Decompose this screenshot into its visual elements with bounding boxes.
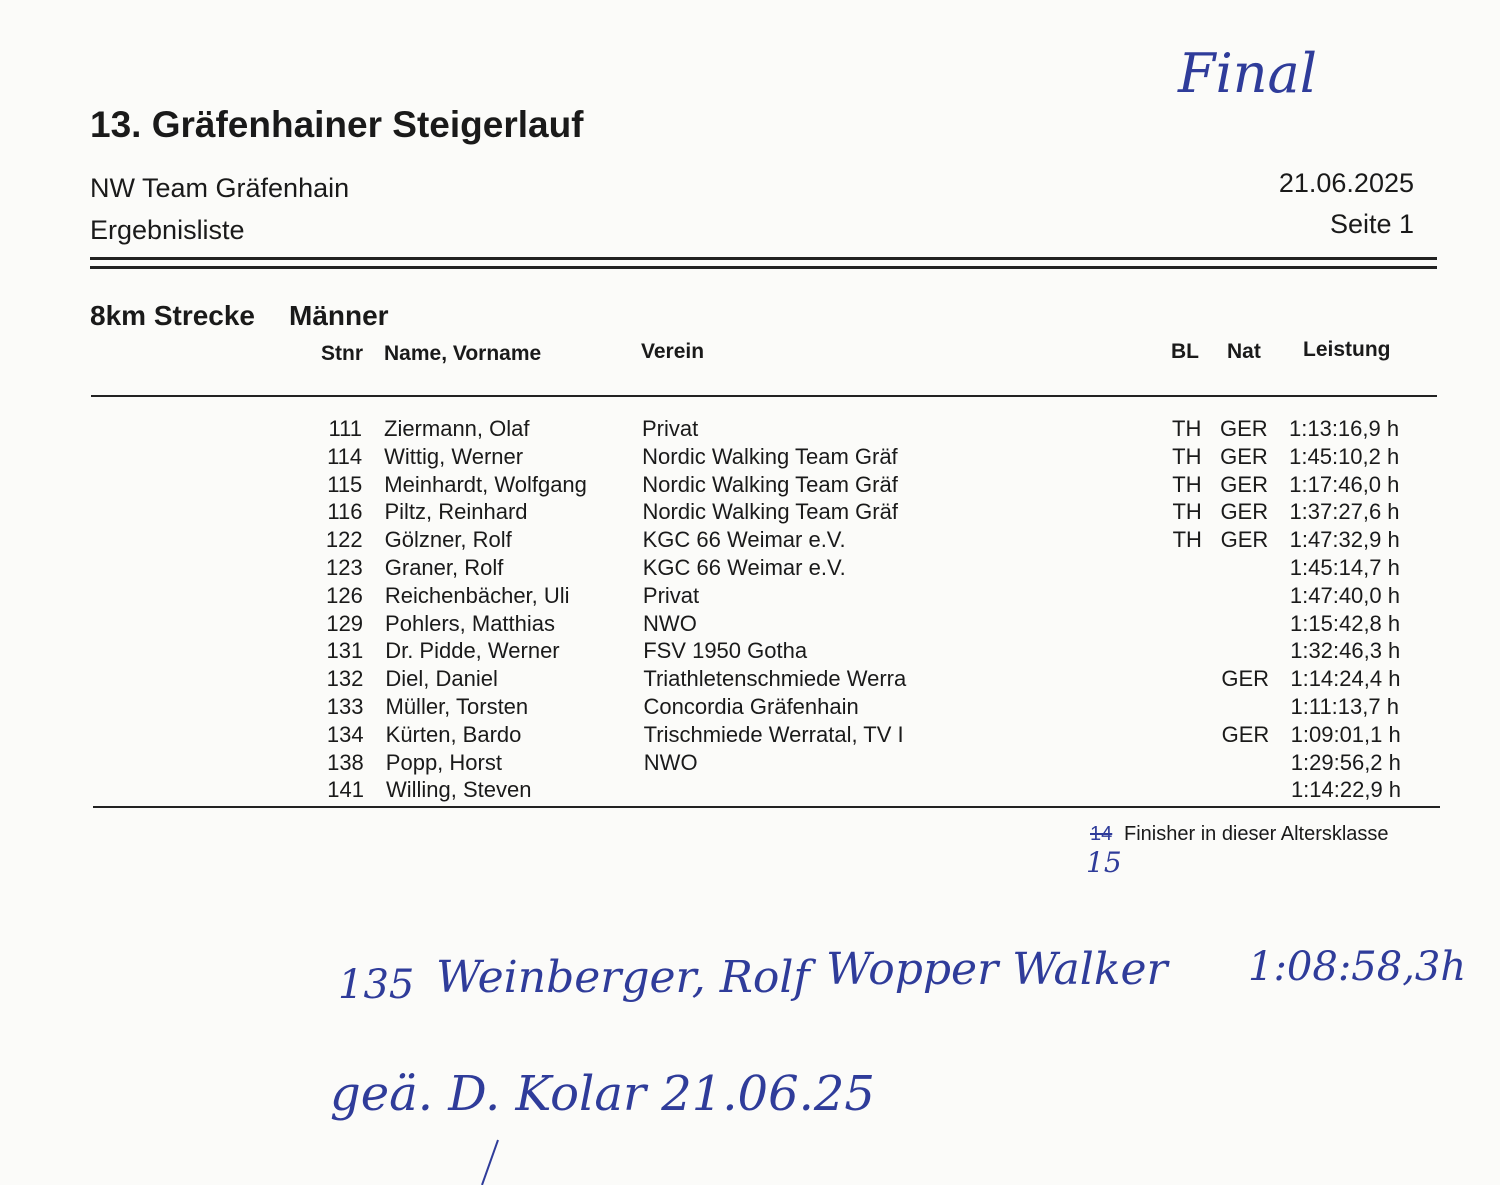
cell-stnr: 123 <box>326 555 363 580</box>
column-header-nat: Nat <box>1227 340 1261 363</box>
cell-time: 1:45:14,7 h <box>1289 555 1400 580</box>
cell-club: NWO <box>643 749 698 775</box>
cell-nat: GER <box>1220 527 1269 553</box>
cell-time: 1:09:01,1 h <box>1290 721 1401 747</box>
cell-name: Piltz, Reinhard <box>384 499 528 525</box>
cell-stnr: 141 <box>327 777 364 803</box>
cell-name: Meinhardt, Wolfgang <box>384 471 587 497</box>
cell-club: Nordic Walking Team Gräf <box>642 471 898 497</box>
cell-stnr: 134 <box>326 721 364 747</box>
cell-club: KGC 66 Weimar e.V. <box>642 555 846 580</box>
cell-stnr: 111 <box>328 416 362 441</box>
cell-stnr: 122 <box>325 527 363 553</box>
finisher-count-struck: 14 <box>1090 823 1113 845</box>
cell-name: Kürten, Bardo <box>385 721 522 747</box>
cell-stnr: 129 <box>326 610 364 636</box>
cell-name: Reichenbächer, Uli <box>384 582 570 608</box>
cell-nat: GER <box>1220 443 1268 469</box>
finisher-count-corrected: 15 <box>1086 846 1122 879</box>
cell-name: Graner, Rolf <box>384 555 504 580</box>
handwritten-correction-note: geä. D. Kolar 21.06.25 <box>330 1066 875 1122</box>
table-row <box>0 583 1500 611</box>
cell-name: Gölzner, Rolf <box>384 527 512 553</box>
handwritten-stnr: 135 <box>338 962 415 1008</box>
cell-club: Trischmiede Werratal, TV I <box>643 721 904 747</box>
cell-time: 1:14:22,9 h <box>1290 777 1402 803</box>
table-header-rule <box>91 395 1437 397</box>
cell-stnr: 114 <box>327 443 363 469</box>
table-row <box>0 444 1500 472</box>
cell-nat: GER <box>1221 721 1270 747</box>
header-rule-bottom <box>90 266 1437 269</box>
cell-stnr: 116 <box>327 499 363 525</box>
column-header-name: Name, Vorname <box>384 342 542 365</box>
handwritten-time: 1:08:58,3h <box>1248 944 1467 990</box>
cell-club: Privat <box>642 582 700 608</box>
race-category: 8km Strecke <box>90 300 256 331</box>
gender-class: Männer <box>289 300 389 331</box>
cell-bl: TH <box>1172 527 1202 553</box>
table-row <box>0 416 1500 444</box>
table-row <box>0 638 1500 666</box>
cell-bl: TH <box>1172 416 1202 441</box>
column-header-stnr: Stnr <box>321 342 363 365</box>
column-header-club: Verein <box>641 340 705 363</box>
cell-stnr: 133 <box>326 694 364 719</box>
cell-bl: TH <box>1172 471 1202 497</box>
cell-club: Concordia Gräfenhain <box>643 694 859 719</box>
cell-nat: GER <box>1221 666 1270 692</box>
handwritten-name: Weinberger, Rolf <box>436 952 810 1003</box>
table-row <box>0 527 1500 555</box>
cell-club: Triathletenschmiede Werra <box>643 666 907 692</box>
table-row <box>0 472 1500 500</box>
page-number: Seite 1 <box>1329 209 1414 239</box>
cell-name: Popp, Horst <box>385 749 502 775</box>
cell-club: Privat <box>642 416 699 441</box>
cell-name: Diel, Daniel <box>385 666 498 692</box>
cell-time: 1:29:56,2 h <box>1290 749 1401 775</box>
cell-stnr: 132 <box>326 666 364 692</box>
table-row <box>0 611 1500 639</box>
cell-time: 1:47:40,0 h <box>1289 582 1400 608</box>
table-row <box>0 499 1500 527</box>
cell-stnr: 126 <box>326 582 363 608</box>
table-bottom-rule <box>93 806 1440 808</box>
cell-nat: GER <box>1220 499 1269 525</box>
cell-name: Pohlers, Matthias <box>385 610 556 636</box>
cell-nat: GER <box>1220 471 1268 497</box>
cell-name: Willing, Steven <box>385 777 532 803</box>
cell-time: 1:47:32,9 h <box>1289 527 1400 553</box>
cell-nat: GER <box>1220 416 1268 441</box>
cell-time: 1:17:46,0 h <box>1289 471 1400 497</box>
cell-club: Nordic Walking Team Gräf <box>642 443 898 469</box>
handwritten-club: Wopper Walker <box>826 944 1168 995</box>
column-header-bl: BL <box>1171 340 1199 363</box>
organizer-name: NW Team Gräfenhain <box>90 173 350 203</box>
document-type: Ergebnisliste <box>90 215 245 245</box>
cell-bl: TH <box>1172 443 1202 469</box>
cell-stnr: 115 <box>327 471 363 497</box>
cell-club: Nordic Walking Team Gräf <box>642 499 898 525</box>
event-title: 13. Gräfenhainer Steigerlauf <box>90 104 584 145</box>
table-row <box>0 777 1500 805</box>
cell-bl: TH <box>1172 499 1202 525</box>
header-rule-top <box>90 257 1437 260</box>
cell-stnr: 131 <box>326 638 364 664</box>
cell-stnr: 138 <box>327 749 364 775</box>
finisher-count-original <box>1090 823 1112 846</box>
cell-name: Dr. Pidde, Werner <box>385 638 560 664</box>
table-row <box>0 750 1500 778</box>
cell-club: KGC 66 Weimar e.V. <box>642 527 846 553</box>
cell-time: 1:14:24,4 h <box>1290 666 1401 692</box>
final-handwritten-note: Final <box>1178 42 1317 105</box>
table-row <box>0 666 1500 694</box>
table-row <box>0 694 1500 722</box>
cell-time: 1:11:13,7 h <box>1290 694 1399 719</box>
finisher-text: Finisher in dieser Altersklasse <box>1124 823 1389 845</box>
event-date: 21.06.2025 <box>1278 168 1414 198</box>
cell-name: Müller, Torsten <box>385 694 529 719</box>
cell-name: Wittig, Werner <box>384 443 524 469</box>
cell-time: 1:37:27,6 h <box>1289 499 1400 525</box>
table-row <box>0 722 1500 750</box>
column-header-result: Leistung <box>1303 338 1391 361</box>
cell-name: Ziermann, Olaf <box>384 416 530 441</box>
table-row <box>0 555 1500 583</box>
cell-time: 1:32:46,3 h <box>1290 638 1401 664</box>
cell-club: NWO <box>643 610 697 636</box>
cell-time: 1:45:10,2 h <box>1289 443 1400 469</box>
cell-club: FSV 1950 Gotha <box>643 638 808 664</box>
cell-time: 1:13:16,9 h <box>1289 416 1400 441</box>
cell-time: 1:15:42,8 h <box>1290 610 1401 636</box>
